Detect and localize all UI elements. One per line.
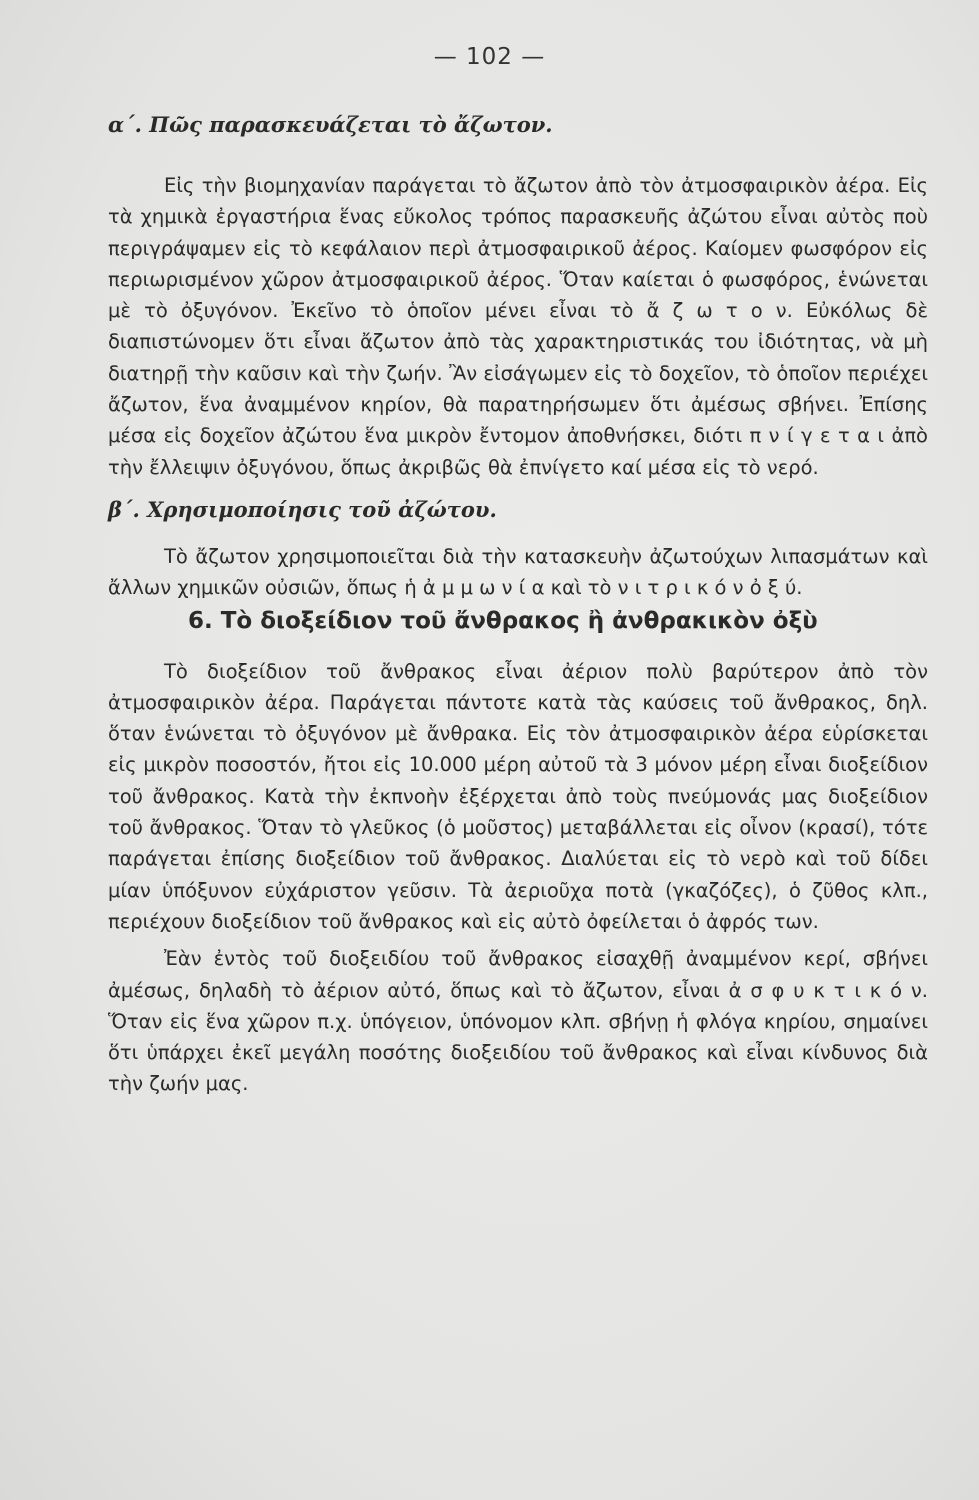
page-content [108,108,928,1100]
paragraph-asphyxiant: Ἐὰν ἐντὸς τοῦ διοξειδίου τοῦ ἄνθρακος εἰσαχθῇ ἀναμμένον κερί, σβήνει ἀμέσως, δηλαδὴ τὸ ἀέριον αὐτό, ὅπως καὶ τὸ ἄζωτον, εἶναι ἀ σ φ υ κ τ ι κ ό ν. Ὅταν εἰς ἕνα χῶρον π.χ. ὑπόγειον, ὑπόνομον κλπ. σβήνῃ ἡ φλόγα κηρίου, σημαίνει ὅτι ὑπάρχει ἐκεῖ μεγάλη ποσότης διοξειδίου τοῦ ἄνθρακος καὶ εἶναι κίνδυνος διὰ τὴν ζωήν μας. [108,947,928,1096]
paragraph-nitrogen-preparation: Εἰς τὴν βιομηχανίαν παράγεται τὸ ἄζωτον ἀπὸ τὸν ἀτμοσφαιρικὸν ἀέρα. Εἰς τὰ χημικὰ ἐργαστήρια ἕνας εὔκολος τρόπος παρασκευῆς ἀζώτου εἶναι αὐτὸς ποὺ περιγράψαμεν εἰς τὸ κεφάλαιον περὶ ἀτμοσφαιρικοῦ ἀέρος. Καίομεν φωσφόρον εἰς περιωρισμένον χῶρον ἀτμοσφαιρικοῦ ἀέρος. Ὅταν καίεται ὁ φωσφόρος, ἑνώνεται μὲ τὸ ὀξυγόνον. Ἐκεῖνο τὸ ὁποῖον μένει εἶναι τὸ ἄ ζ ω τ ο ν. Εὐκόλως δὲ διαπιστώνομεν ὅτι εἶναι ἄζωτον ἀπὸ τὰς χαρακτηριστικάς του ἰδιότητας, νὰ μὴ διατηρῇ τὴν καῦσιν καὶ τὴν ζωήν. Ἂν εἰσάγωμεν εἰς τὸ δοχεῖον, τὸ ὁποῖον περιέχει ἄζωτον, ἕνα ἀναμμένον κηρίον, θὰ παρατηρήσωμεν ὅτι ἀμέσως σβήνει. Ἐπίσης μέσα εἰς δοχεῖον ἀζώτου ἕνα μικρὸν ἔντομον ἀποθνήσκει, διότι π ν ί γ ε τ α ι ἀπὸ τὴν ἔλλειψιν ὀξυγόνου, ὅπως ἀκριβῶς θὰ ἐπνίγετο καί μέσα εἰς τὸ νερό. [108,174,928,479]
subheading-nitrogen-use: β΄. Χρησιμοποίησις τοῦ ἀζώτου. [108,496,497,522]
paragraph-carbon-dioxide: Τὸ διοξείδιον τοῦ ἄνθρακος εἶναι ἀέριον πολὺ βαρύτερον ἀπὸ τὸν ἀτμοσφαιρικὸν ἀέρα. Παράγεται πάντοτε κατὰ τὰς καύσεις τοῦ ἄνθρακος, δηλ. ὅταν ἑνώνεται τὸ ὀξυγόνον μὲ ἄνθρακα. Εἰς τὸν ἀτμοσφαιρικὸν ἀέρα εὑρίσκεται εἰς μικρὸν ποσοστόν, ἤτοι εἰς 10.000 μέρη αὐτοῦ τὰ 3 μόνον μέρη εἶναι διοξείδιον τοῦ ἄνθρακος. Κατὰ τὴν ἐκπνοὴν ἐξέρχεται ἀπὸ τοὺς πνεύμονάς μας διοξείδιον τοῦ ἄνθρακος. Ὅταν τὸ γλεῦκος (ὁ μοῦστος) μεταβάλλεται εἰς οἶνον (κρασί), τότε παράγεται ἐπίσης διοξείδιον τοῦ ἄνθρακος. Διαλύεται εἰς τὸ νερὸ καὶ τοῦ δίδει μίαν ὑπόξυνον εὐχάριστον γεῦσιν. Τὰ ἀεριοῦχα ποτὰ (γκαζόζες), ὁ ζῦθος κλπ., περιέχουν διοξείδιον τοῦ ἄνθρακος καὶ εἰς αὐτὸ ὀφείλεται ὁ ἀφρός των. [108,659,928,933]
section-heading-carbon-dioxide: 6. Τὸ διοξείδιον τοῦ ἄνθρακος ἢ ἀνθρακικὸν ὀξὺ [188,607,818,634]
subheading-preparation: α΄. Πῶς παρασκευάζεται τὸ ἄζωτον. [108,112,553,137]
paragraph-nitrogen-use: Τὸ ἄζωτον χρησιμοποιεῖται διὰ τὴν κατασκευὴν ἀζωτούχων λιπασμάτων καὶ ἄλλων χημικῶν οὐσιῶν, ὅπως ἡ ἀ μ μ ω ν ί α καὶ τὸ ν ι τ ρ ι κ ό ν ὀ ξ ύ. [108,544,928,600]
page-number: — 102 — [433,44,546,70]
